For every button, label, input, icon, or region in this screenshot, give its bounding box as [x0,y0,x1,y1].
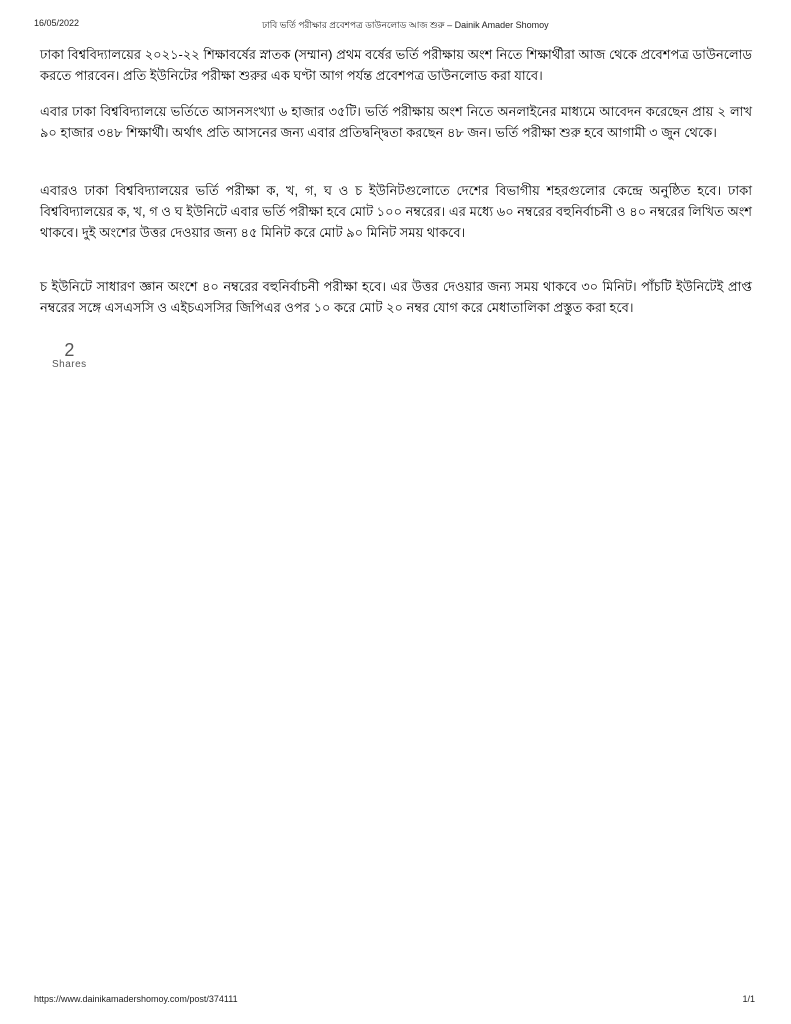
share-count: 2 [64,340,75,360]
share-label: Shares [52,359,87,370]
page-title: ঢাবি ভর্তি পরীক্ষার প্রবেশপত্র ডাউনলোড আজ শুরু – Dainik Amader Shomoy [262,20,549,30]
share-counter [52,341,87,370]
article-paragraph: চ ইউনিটে সাধারণ জ্ঞান অংশে ৪০ নম্বরের বহুনির্বাচনী পরীক্ষা হবে। এর উত্তর দেওয়ার জন্য সময় থাকবে ৩০ মিনিট। পাঁচটি ইউনিটেই প্রাপ্ত নম্বরের সঙ্গে এসএসসি ও এইচএসসির জিপিএর ওপর ১০ করে মোট ২০ নম্বর যোগ করে মেধাতালিকা প্রস্তুত করা হবে। [40,279,752,315]
print-date: 16/05/2022 [34,18,80,28]
page-number: 1/1 [742,994,755,1004]
article-paragraph: এবারও ঢাকা বিশ্ববিদ্যালয়ের ভর্তি পরীক্ষা ক, খ, গ, ঘ ও চ ইউনিটগুলোতে দেশের বিভাগীয় শহরগুলোর কেন্দ্রে অনুষ্ঠিত হবে। ঢাকা বিশ্ববিদ্যালয়ের ক, খ, গ ও ঘ ইউনিটে এবার ভর্তি পরীক্ষা হবে মোট ১০০ নম্বরের। এর মধ্যে ৬০ নম্বরের বহুনির্বাচনী ও ৪০ নম্বরের লিখিত অংশ থাকবে। দুই অংশের উত্তর দেওয়ার জন্য ৪৫ মিনিট করে মোট ৯০ মিনিট সময় থাকবে। [40,183,752,240]
page-url: https://www.dainikamadershomoy.com/post/374111 [34,994,238,1004]
article-paragraph: এবার ঢাকা বিশ্ববিদ্যালয়ে ভর্তিতে আসনসংখ্যা ৬ হাজার ৩৫টি। ভর্তি পরীক্ষায় অংশ নিতে অনলাইনের মাধ্যমে আবেদন করেছেন প্রায় ২ লাখ ৯০ হাজার ৩৪৮ শিক্ষার্থী। অর্থাৎ প্রতি আসনের জন্য এবার প্রতিদ্বন্দ্বিতা করছেন ৪৮ জন। ভর্তি পরীক্ষা শুরু হবে আগামী ৩ জুন থেকে। [40,104,752,140]
article-paragraph: ঢাকা বিশ্ববিদ্যালয়ের ২০২১-২২ শিক্ষাবর্ষের স্নাতক (সম্মান) প্রথম বর্ষের ভর্তি পরীক্ষায় অংশ নিতে শিক্ষার্থীরা আজ থেকে প্রবেশপত্র ডাউনলোড করতে পারবেন। প্রতি ইউনিটের পরীক্ষা শুরুর এক ঘণ্টা আগ পর্যন্ত প্রবেশপত্র ডাউনলোড করা যাবে। [40,47,752,83]
